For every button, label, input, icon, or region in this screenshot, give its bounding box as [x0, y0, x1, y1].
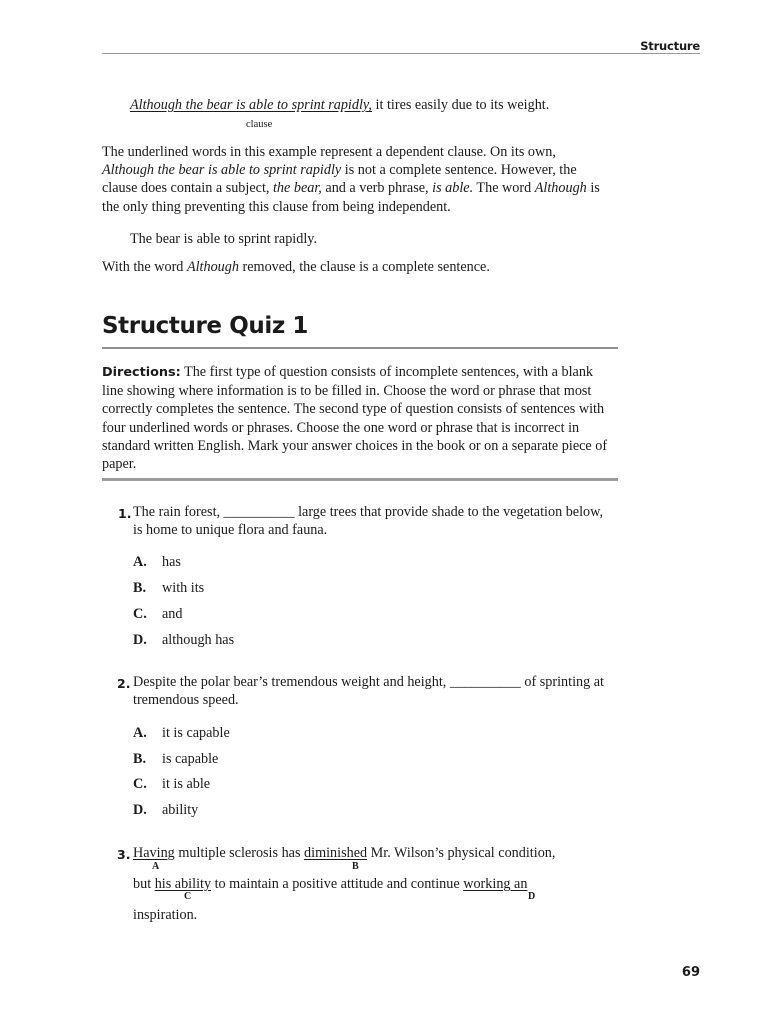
- italic-run: Although the bear is able to sprint rapidly: [102, 162, 342, 179]
- italic-run: Although: [186, 259, 239, 275]
- option-letter: A.: [133, 725, 147, 741]
- option-letter: C.: [133, 606, 147, 622]
- italic-run: the bear,: [272, 180, 322, 197]
- clause-label: clause: [246, 119, 273, 130]
- option-text: it is able: [162, 776, 211, 792]
- segment-marker-a: A: [152, 861, 160, 872]
- option-text: ability: [162, 802, 199, 818]
- option-text: and: [162, 606, 183, 622]
- example-rest: it tires easily due to its weight.: [371, 97, 550, 113]
- example-sentence: [130, 97, 549, 114]
- question-text: Despite the polar bear’s tremendous weight and height, __________ of sprinting at tremendous speed.: [133, 674, 604, 709]
- directions-paragraph: [102, 363, 612, 473]
- title-rule: [102, 347, 618, 349]
- answer-option[interactable]: [133, 725, 230, 742]
- question-number: 1.: [118, 506, 132, 521]
- question-line: [133, 845, 555, 862]
- text-run: is the only thing preventing this clause from being independent.: [102, 180, 600, 215]
- underlined-segment-c[interactable]: his ability: [154, 876, 212, 892]
- answer-option[interactable]: [133, 776, 210, 793]
- example-clause: Although the bear is able to sprint rapidly,: [130, 97, 372, 113]
- text-run: removed, the clause is a complete sentence.: [238, 259, 490, 275]
- option-letter: B.: [133, 580, 147, 596]
- answer-option[interactable]: [133, 554, 181, 571]
- text-run: to maintain a positive attitude and continue: [211, 876, 464, 892]
- underlined-segment-d[interactable]: working an: [463, 876, 528, 892]
- option-text: although has: [162, 632, 235, 648]
- question-text: The rain forest, __________ large trees that provide shade to the vegetation below, is home to unique flora and fauna.: [133, 504, 604, 539]
- answer-option[interactable]: [133, 580, 204, 597]
- question-line: [133, 876, 527, 893]
- text-run: and a verb phrase,: [321, 180, 433, 197]
- independent-sentence: The bear is able to sprint rapidly.: [130, 231, 318, 247]
- segment-marker-b: B: [352, 861, 359, 872]
- option-letter: D.: [133, 632, 147, 648]
- text-run: but: [133, 876, 155, 892]
- segment-marker-c: C: [184, 891, 192, 902]
- question-number: 3.: [117, 847, 131, 862]
- option-text: it is capable: [162, 725, 230, 741]
- answer-option[interactable]: [133, 751, 218, 768]
- header-rule: [102, 53, 700, 54]
- option-text: is capable: [162, 751, 219, 767]
- text-run: Mr. Wilson’s physical condition,: [367, 845, 556, 861]
- explanation-paragraph: [102, 143, 612, 216]
- underlined-segment-b[interactable]: diminished: [304, 845, 368, 861]
- answer-option[interactable]: [133, 632, 234, 649]
- running-head: Structure: [640, 39, 700, 53]
- option-letter: D.: [133, 802, 147, 818]
- option-letter: C.: [133, 776, 147, 792]
- italic-run: Although: [534, 180, 587, 197]
- question-line: inspiration.: [133, 907, 198, 923]
- directions-rule: [102, 478, 618, 481]
- conclusion-paragraph: [102, 258, 612, 276]
- page-number: 69: [681, 965, 700, 980]
- text-run: The word: [473, 180, 535, 197]
- text-run: multiple sclerosis has: [174, 845, 305, 861]
- text-run: is not a complete sentence. However, the clause does contain a subject,: [102, 162, 577, 197]
- option-text: with its: [162, 580, 205, 596]
- option-letter: B.: [133, 751, 147, 767]
- option-letter: A.: [133, 554, 147, 570]
- answer-option[interactable]: [133, 606, 183, 623]
- directions-text: The first type of question consists of incomplete sentences, with a blank line showing where information is to be filled in. Choose the word or phrase that most correctly completes the sentence. The second type of question consists of sentences with four underlined words or phrases. Choose the one word or phrase that is incorrect in standard written English. Mark your answer choices in the book or on a separate piece of paper.: [102, 364, 608, 473]
- option-text: has: [162, 554, 181, 570]
- underlined-segment-a[interactable]: Having: [133, 845, 175, 861]
- italic-run: is able.: [432, 180, 474, 197]
- text-run: With the word: [102, 259, 187, 275]
- question-number: 2.: [117, 676, 131, 691]
- quiz-title: Structure Quiz 1: [102, 313, 309, 339]
- segment-marker-d: D: [528, 891, 536, 902]
- text-run: The underlined words in this example represent a dependent clause. On its own,: [102, 144, 556, 160]
- answer-option[interactable]: [133, 802, 198, 819]
- directions-label: Directions:: [102, 365, 181, 380]
